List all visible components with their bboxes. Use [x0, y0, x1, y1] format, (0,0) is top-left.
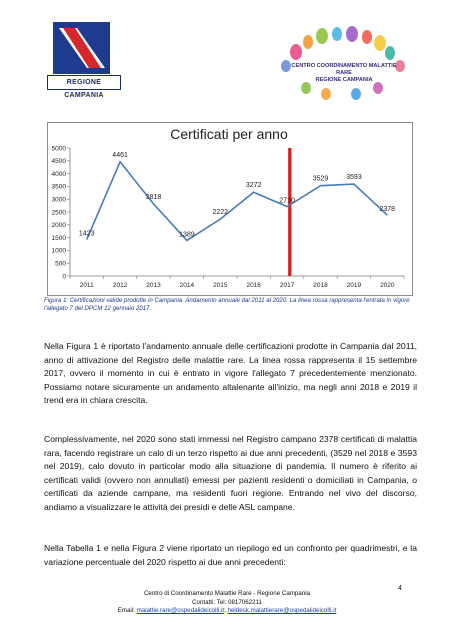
data-label: 4461 — [112, 151, 128, 159]
y-tick-label: 2000 — [51, 222, 66, 230]
x-tick-label: 2013 — [146, 282, 161, 289]
x-tick-label: 2019 — [346, 282, 362, 289]
x-tick-label: 2015 — [213, 282, 228, 289]
region-name-label: REGIONE CAMPANIA — [47, 75, 121, 90]
data-label: 3593 — [346, 174, 362, 182]
footer-emails — [40, 607, 414, 616]
chart-title: Certificati per anno — [170, 126, 288, 142]
data-label: 3272 — [245, 182, 262, 190]
data-label: 2222 — [212, 209, 229, 217]
series-group — [87, 162, 388, 241]
y-tick-label: 4500 — [51, 158, 66, 166]
x-tick-label: 2012 — [112, 282, 128, 289]
y-tick-label: 4000 — [51, 170, 66, 178]
data-label: 2710 — [279, 197, 295, 205]
y-tick-label: 1000 — [51, 247, 66, 255]
y-axis — [52, 145, 70, 280]
data-label: 2378 — [379, 206, 396, 214]
x-tick-label: 2017 — [279, 282, 295, 289]
footer-contacts: Contatti: Tel: 0817062211 — [192, 598, 262, 606]
centre-name-line1: CENTRO COORDINAMENTO MALATTIE RARE — [291, 63, 397, 76]
y-tick-label: 3000 — [51, 196, 66, 204]
y-tick-label: 2500 — [51, 209, 66, 217]
data-label: 1389 — [179, 231, 195, 239]
y-tick-label: 500 — [55, 260, 66, 268]
series-line — [87, 162, 388, 241]
data-label: 3529 — [312, 175, 329, 183]
paragraph-table-intro: Nella Tabella 1 e nella Figura 2 viene riportato un riepilogo ed un confronto per quadrimestri, e la variazione percentuale del 2020 rispetto ai due anni precedenti: — [44, 543, 417, 567]
paragraph-figure-description: Nella Figura 1 è riportato l'andamento annuale delle certificazioni prodotte in Campania dal 2011, anno di attivazione del Registro delle malattie rare. La linea rossa rappresenta il 15 settembre 2017, ovvero il momento in cui è entrato in vigore l'allegato 7 precedentemente menzionato. Possiamo notare sicuramente un andamento altalenante all'inizio, ma negli anni 2018 e 2019 il trend era in chiara crescita. — [44, 341, 417, 405]
email-link-malattie-rare[interactable]: malattie.rare@ospedalideicolli.it — [136, 607, 225, 614]
email-separator: ; — [224, 607, 226, 614]
footer — [40, 590, 414, 616]
x-tick-label: 2014 — [179, 282, 195, 289]
y-tick-label: 1500 — [51, 234, 66, 242]
x-tick-label: 2011 — [79, 282, 94, 289]
email-label: Email: — [117, 607, 135, 614]
figure-caption: Figura 1: Certificazioni valide prodotte in Campania. Andamento annuale dal 2011 al 2020. La linea rossa rappresenta l'entrata in vigore l'allegato 7 del DPCM 12 gennaio 2017. — [44, 297, 410, 312]
email-link-helpdesk[interactable]: heldesk.malattierare@ospedalideicolli.it — [227, 607, 337, 614]
x-axis — [70, 276, 404, 289]
x-tick-label: 2020 — [380, 282, 395, 289]
paragraph-2020-summary: Complessivamente, nel 2020 sono stati immessi nel Registro campano 2378 certificati di malattia rara, facendo registrare un calo di un terzo rispetto ai due anni precedenti, (3529 nel 2018 e 3593 nel 2019), calo dovuto in particolar modo alla situazione di pandemia. Il numero è riferito ai certificati validi (ovvero non annullati) emessi per pazienti residenti o domiciliati in Campania, o certificati da aziende campane, ma residenti fuori regione. Entrando nel vivo del discorso, andiamo a visualizzare le attività dei presidi e delle ASL campane. — [44, 434, 417, 512]
data-label: 1423 — [78, 230, 95, 238]
page-number: 4 — [398, 585, 402, 592]
x-tick-label: 2016 — [246, 282, 261, 289]
data-label-group — [79, 152, 395, 239]
data-label: 2818 — [145, 193, 162, 201]
y-tick-label: 5000 — [51, 145, 66, 153]
y-tick-label: 3500 — [51, 183, 66, 191]
footer-centre-name: Centro di Coordinamento Malattie Rare - Regione Campania — [143, 590, 311, 597]
y-tick-label: 0 — [62, 273, 66, 281]
x-tick-label: 2018 — [313, 282, 328, 289]
centre-name-line2: REGIONE CAMPANIA — [315, 77, 373, 83]
